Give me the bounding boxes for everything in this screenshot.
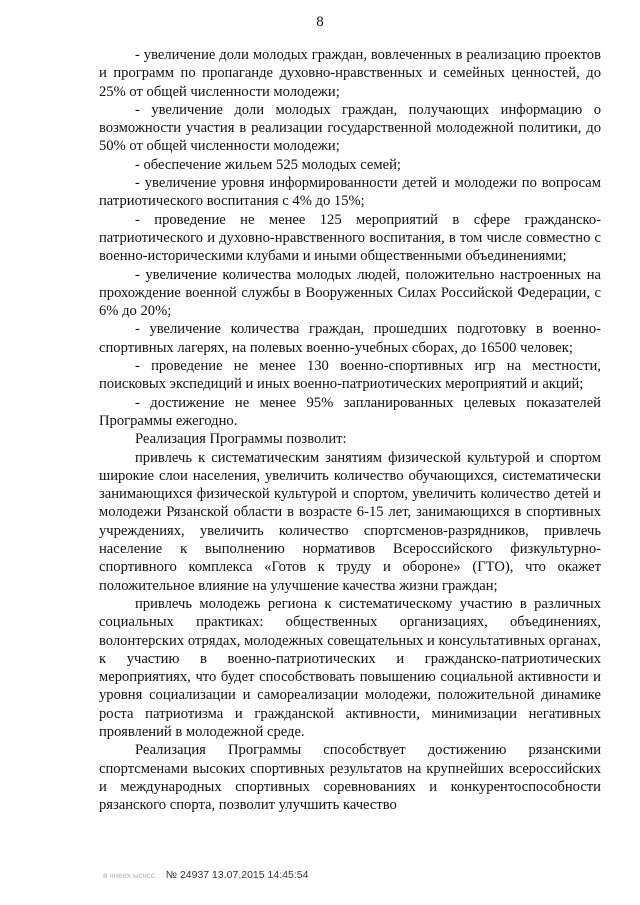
registration-footer [103, 869, 308, 881]
list-item: - обеспечение жильем 525 молодых семей; [135, 156, 401, 173]
list-item: - увеличение количества граждан, прошедших подготовку в военно-спортивных лагерях, на полевых военно-учебных сборах, до 16500 человек; [99, 321, 601, 356]
list-item: - увеличение доли молодых граждан, вовлеченных в реализацию проектов и программ по пропаганде духовно-нравственных и семейных ценностей, до 25% от общей численности молодежи; [99, 47, 601, 100]
list-item: - увеличение доли молодых граждан, получающих информацию о возможности участия в реализации государственной молодежной политики, до 50% от общей численности молодежи; [99, 101, 601, 155]
list-item: - проведение не менее 130 военно-спортивных игр на местности, поисковых экспедиций и иных военно-патриотических мероприятий и акций; [99, 358, 601, 393]
footer-faint-text: в чнеех ысчсс [103, 871, 155, 880]
page-number: 8 [316, 14, 324, 30]
registration-stamp: № 24937 13.07.2015 14:45:54 [165, 869, 309, 881]
list-item: - проведение не менее 125 мероприятий в сфере гражданско-патриотического и духовно-нравственного воспитания, в том числе совместно с военно-историческими клубами и иными общественными объединениями; [99, 211, 601, 265]
body-paragraph: привлечь к систематическим занятиям физической культурой и спортом широкие слои населения, увеличить количество обучающихся, систематически занимающихся физической культурой и спортом, увеличить количество детей и молодежи Рязанской области в возрасте 6-15 лет, занимающихся в спортивных учреждениях, увеличить количество спортсменов-разрядников, привлечь население к выполнению нормативов Всероссийского физкультурно-спортивного комплекса «Готов к труду и обороне» (ГТО), что окажет положительное влияние на улучшение качества жизни граждан; [99, 449, 601, 594]
document-body [99, 46, 601, 814]
list-item: - увеличение уровня информированности детей и молодежи по вопросам патриотического воспитания с 4% до 15%; [99, 175, 601, 210]
body-paragraph: Реализация Программы способствует достижению рязанскими спортсменами высоких спортивных результатов на крупнейших всероссийских и международных спортивных соревнованиях и конкурентоспособности рязанского спорта, позволит улучшить качество [99, 742, 601, 814]
list-item: - увеличение количества молодых людей, положительно настроенных на прохождение военной службы в Вооруженных Силах Российской Федерации, с 6% до 20%; [99, 266, 601, 320]
section-intro: Реализация Программы позволит: [135, 431, 347, 448]
list-item: - достижение не менее 95% запланированных целевых показателей Программы ежегодно. [99, 394, 601, 429]
body-paragraph: привлечь молодежь региона к систематическому участию в различных социальных практиках: общественных организациях, объединениях, волонтерских отрядах, молодежных совещательных и консультативных органах, к участию в военно-патриотических и гражданско-патриотических мероприятиях, что будет способствовать повышению социальной активности и уровня социализации и самореализации молодежи, положительной динамике роста патриотизма и гражданской активности, минимизации негативных проявлений в молодежной среде. [99, 595, 601, 740]
